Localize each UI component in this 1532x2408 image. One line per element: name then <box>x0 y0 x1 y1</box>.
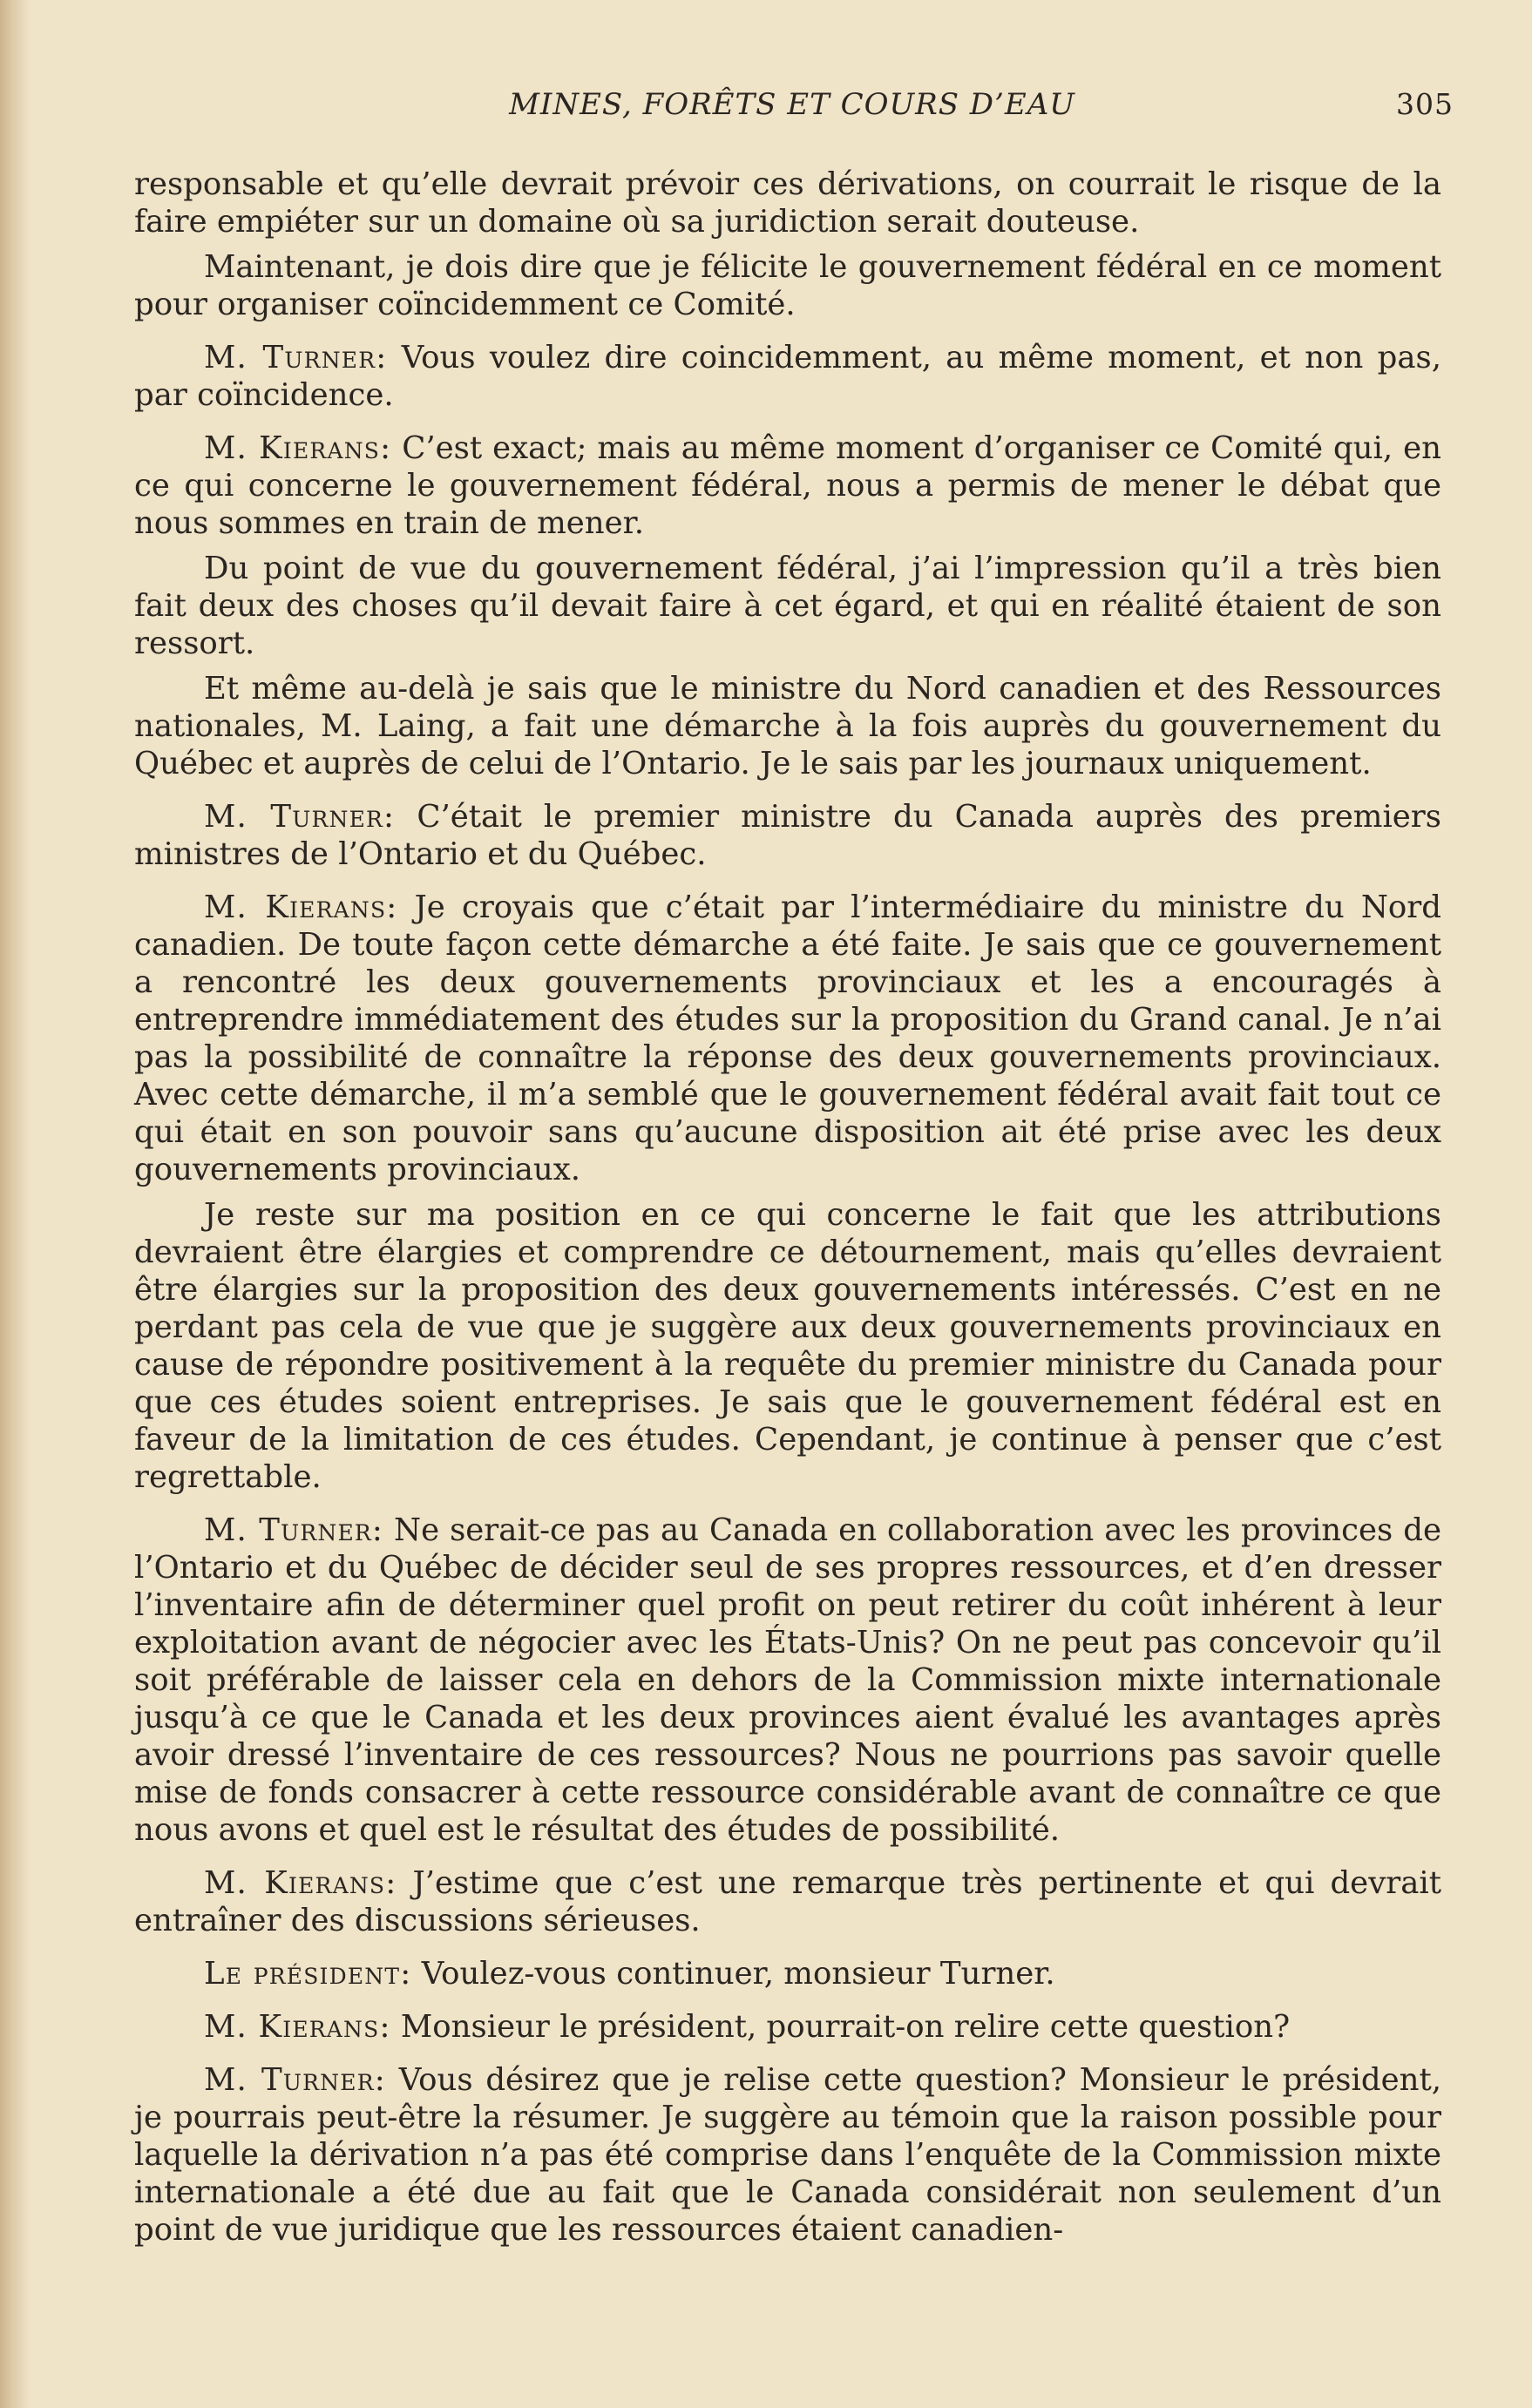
paragraph-text: Vous désirez que je relise cette question? Monsieur le président, je pourrais peut-être la résumer. Je suggère au témoin que la raison possible pour laquelle la dérivation n’a pas été comprise dans l’enquête de la Commission mixte internationale a été due au fait que le Canada considérait non seulement d’un point de vue juridique que les ressources étaient canadien- <box>134 2062 1442 2248</box>
speech-paragraph <box>134 430 1441 542</box>
page-edge <box>0 0 30 2408</box>
speaker-label: Le président: <box>204 1956 412 1992</box>
speaker-label: M. Turner: <box>204 799 396 835</box>
page-body <box>134 166 1441 2256</box>
paragraph-text: C’était le premier ministre du Canada auprès des premiers ministres de l’Ontario et du Québec. <box>134 799 1441 872</box>
speech-paragraph <box>134 1512 1441 1849</box>
speech-paragraph <box>134 798 1441 873</box>
speech-paragraph <box>134 339 1441 414</box>
paragraph-text: J’estime que c’est une remarque très pertinente et qui devrait entraîner des discussions sérieuses. <box>134 1865 1442 1938</box>
speaker-label: M. Turner: <box>204 2062 386 2098</box>
paragraph-text: Ne serait-ce pas au Canada en collaboration avec les provinces de l’Ontario et du Québec de décider seul de ses propres ressources, et d’en dresser l’inventaire afin de déterminer quel profit on peut retirer du coût inhérent à leur exploitation avant de négocier avec les États-Unis? On ne peut pas concevoir qu’il soit préférable de laisser cela en dehors de la Commission mixte internationale jusqu’à ce que le Canada et les deux provinces aient évalué les avantages après avoir dressé l’inventaire de ces ressources? Nous ne pourrions pas savoir quelle mise de fonds consacrer à cette ressource considérable avant de connaître ce que nous avons et quel est le résultat des études de possibilité. <box>134 1512 1441 1848</box>
speaker-label: M. Kierans: <box>204 889 398 925</box>
paragraph-text: Du point de vue du gouvernement fédéral, j’ai l’impression qu’il a très bien fait deux des choses qu’il devait faire à cet égard, et qui en réalité étaient de son ressort. <box>134 551 1441 661</box>
paragraph-text: Et même au-delà je sais que le ministre du Nord canadien et des Ressources nationales, M. Laing, a fait une démarche à la fois auprès du gouvernement du Québec et auprès de celui de l’Ontario. Je le sais par les journaux uniquement. <box>134 671 1441 781</box>
paragraph-text: Vous voulez dire coincidemment, au même moment, et non pas, par coïncidence. <box>134 340 1441 413</box>
speech-paragraph <box>134 2061 1441 2249</box>
paragraph <box>134 1196 1441 1496</box>
paragraph-text: Je reste sur ma position en ce qui concerne le fait que les attributions devraient être élargies et comprendre ce détournement, mais qu’elles devraient être élargies sur la proposition des deux gouvernements intéressés. C’est en ne perdant pas cela de vue que je suggère aux deux gouvernements provinciaux en cause de répondre positivement à la requête du premier ministre du Canada pour que ces études soient entreprises. Je sais que le gouvernement fédéral est en faveur de la limitation de ces études. Cependant, je continue à penser que c’est regrettable. <box>134 1197 1441 1495</box>
paragraph-text: Je croyais que c’était par l’intermédiaire du ministre du Nord canadien. De toute façon cette démarche a été faite. Je sais que ce gouvernement a rencontré les deux gouvernements provinciaux et les a encouragés à entreprendre immédiatement des études sur la proposition du Grand canal. Je n’ai pas la possibilité de connaître la réponse des deux gouvernements provinciaux. Avec cette démarche, il m’a semblé que le gouvernement fédéral avait fait tout ce qui était en son pouvoir sans qu’aucune disposition ait été prise avec les deux gouvernements provinciaux. <box>134 889 1441 1187</box>
speech-paragraph <box>134 1864 1441 1939</box>
paragraph <box>134 166 1441 240</box>
speaker-label: M. Kierans: <box>204 1865 397 1901</box>
page-number: 305 <box>1396 87 1454 121</box>
paragraph <box>134 550 1441 662</box>
paragraph-text: Voulez-vous continuer, monsieur Turner. <box>421 1956 1055 1992</box>
speaker-label: M. Kierans: <box>204 2009 391 2045</box>
speaker-label: M. Kierans: <box>204 430 392 466</box>
paragraph-text: Maintenant, je dois dire que je félicite le gouvernement fédéral en ce moment pour organiser coïncidemment ce Comité. <box>134 249 1441 322</box>
paragraph-text: responsable et qu’elle devrait prévoir ces dérivations, on courrait le risque de la faire empiéter sur un domaine où sa juridiction serait douteuse. <box>134 166 1441 240</box>
speaker-label: M. Turner: <box>204 340 388 375</box>
paragraph-text: C’est exact; mais au même moment d’organiser ce Comité qui, en ce qui concerne le gouvernement fédéral, nous a permis de mener le débat que nous sommes en train de mener. <box>134 430 1441 541</box>
paragraph <box>134 248 1441 323</box>
page-header <box>131 87 1454 131</box>
paragraph <box>134 670 1441 782</box>
paragraph-text: Monsieur le président, pourrait-on relire cette question? <box>400 2009 1291 2045</box>
speaker-label: M. Turner: <box>204 1512 384 1548</box>
speech-paragraph <box>134 2008 1441 2046</box>
speech-paragraph <box>134 889 1441 1188</box>
speech-paragraph <box>134 1955 1441 1992</box>
running-title: MINES, FORÊTS ET COURS D’EAU <box>509 87 1075 122</box>
